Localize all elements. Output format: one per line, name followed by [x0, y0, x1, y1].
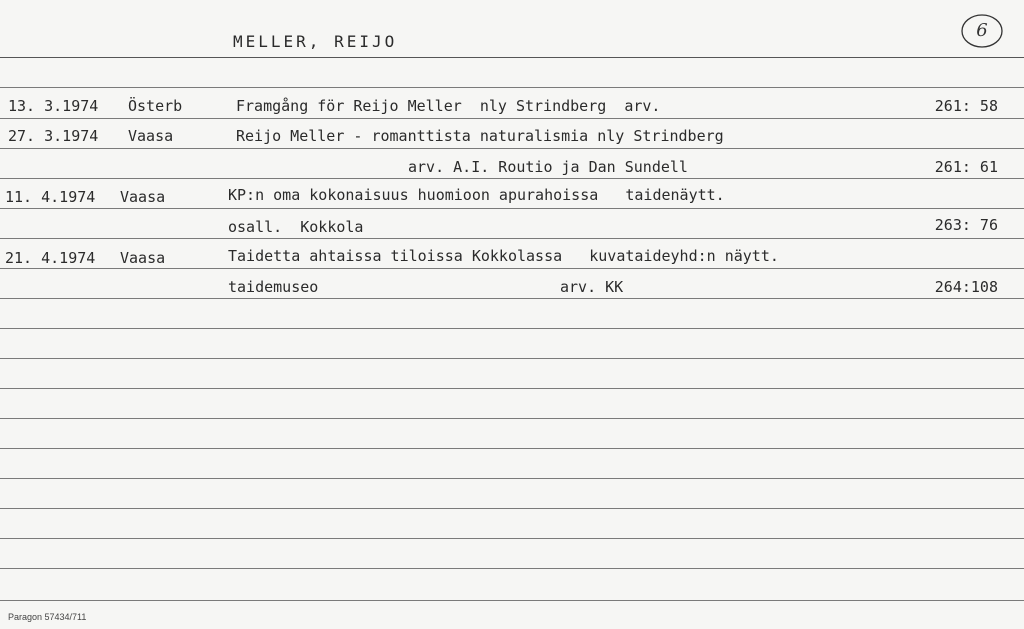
entry-text-continued: arv. A.I. Routio ja Dan Sundell	[408, 158, 688, 176]
ruled-line	[0, 148, 1024, 149]
entry-paper: Vaasa	[128, 127, 174, 145]
entry-date: 21. 4.1974	[5, 249, 96, 267]
entry-ref: 264:108	[934, 278, 998, 296]
entry-text: Framgång för Reijo Meller nly Strindberg arv.	[236, 97, 661, 115]
ruled-line	[0, 238, 1024, 239]
ruled-line	[0, 388, 1024, 389]
entry-date: 13. 3.1974	[8, 97, 99, 115]
card-number-circle	[960, 12, 1004, 50]
ruled-line	[0, 298, 1024, 299]
ruled-line	[0, 538, 1024, 539]
entry-text-continued: osall. Kokkola	[228, 218, 364, 236]
ruled-line	[0, 508, 1024, 509]
printer-imprint: Paragon 57434/711	[8, 612, 87, 622]
entry-text: KP:n oma kokonaisuus huomioon apurahoissa taidenäytt.	[228, 186, 725, 204]
ruled-line	[0, 418, 1024, 419]
entry-text: Reijo Meller - romanttista naturalismia nly Strindberg	[236, 127, 724, 145]
header-rule	[0, 57, 1024, 58]
entry-text: Taidetta ahtaissa tiloissa Kokkolassa kuvataideyhd:n näytt.	[228, 247, 779, 265]
card-number: 6	[976, 20, 988, 41]
ruled-line	[0, 268, 1024, 269]
entry-paper: Vaasa	[120, 249, 166, 267]
ruled-line	[0, 328, 1024, 329]
entry-date: 11. 4.1974	[5, 188, 96, 206]
ruled-line	[0, 208, 1024, 209]
entry-paper: Österb	[128, 97, 183, 115]
entry-ref: 261: 58	[934, 97, 998, 115]
entry-reviewer: arv. KK	[560, 278, 624, 296]
entry-text-continued: taidemuseo	[228, 278, 319, 296]
entry-ref: 261: 61	[934, 158, 998, 176]
ruled-line	[0, 568, 1024, 569]
card-title: MELLER, REIJO	[233, 32, 398, 51]
ruled-line	[0, 178, 1024, 179]
entry-date: 27. 3.1974	[8, 127, 99, 145]
ruled-line	[0, 87, 1024, 88]
entry-ref: 263: 76	[934, 216, 998, 234]
ruled-line	[0, 358, 1024, 359]
ruled-line	[0, 118, 1024, 119]
ruled-line	[0, 478, 1024, 479]
ruled-line	[0, 448, 1024, 449]
ruled-line	[0, 600, 1024, 601]
entry-paper: Vaasa	[120, 188, 166, 206]
